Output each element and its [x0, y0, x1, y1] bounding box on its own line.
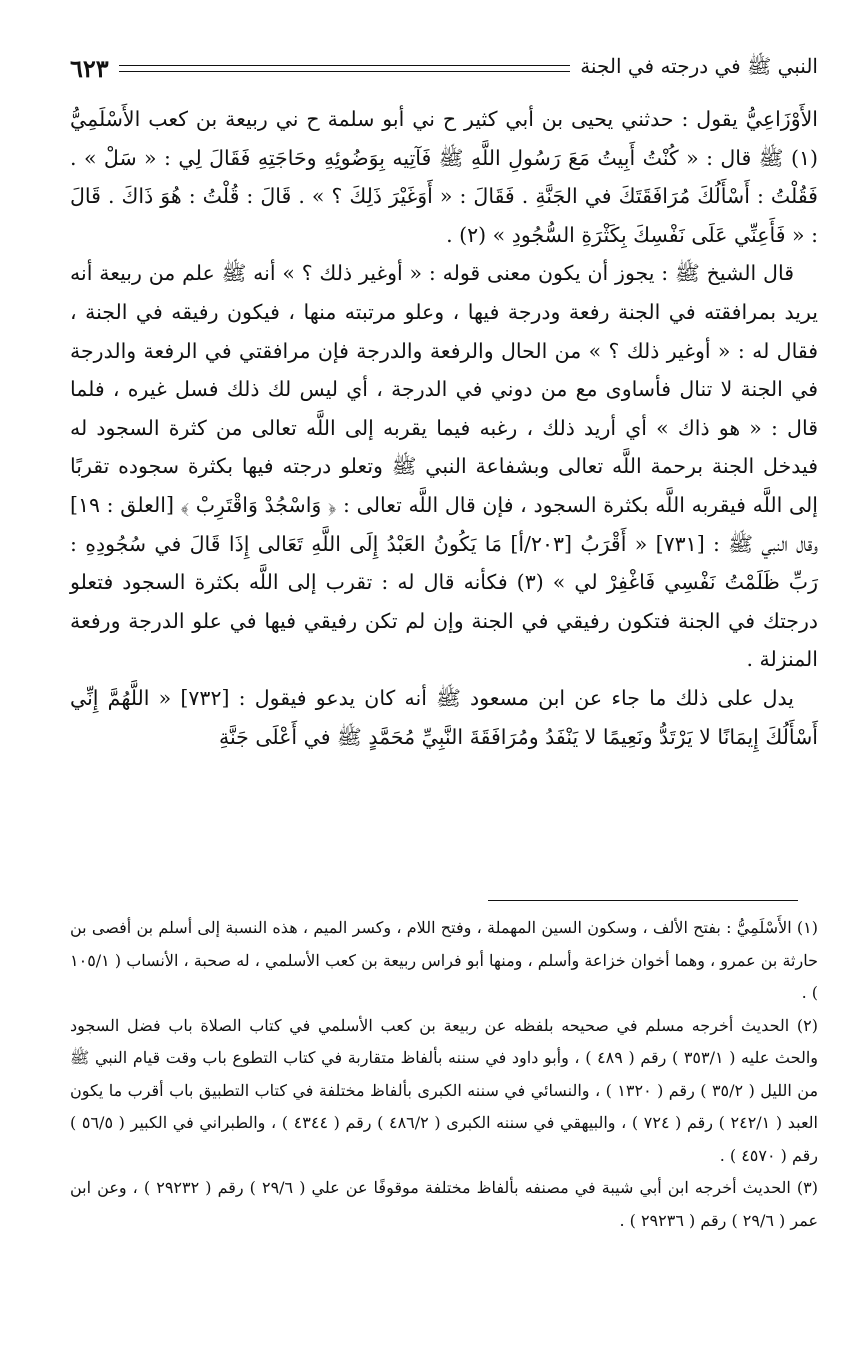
header-title: النبي ﷺ في درجته في الجنة: [580, 53, 818, 78]
footnote-3: (٣) الحديث أخرجه ابن أبي شيبة في مصنفه بألفاظ مختلفة موقوفًا عن علي ( ٢٩/٦ ) رقم ( ٢٩٢٣٢ ) ، وعن ابن عمر ( ٢٩/٦ ) رقم ( ٢٩٢٣٦ ) .: [70, 1178, 818, 1230]
paragraph-evidence: يدل على ذلك ما جاء عن ابن مسعود ﷺ أنه كان يدعو فيقول : [٧٣٢] « اللَّهُمَّ إِنِّي أَسْأَلُكَ إِيمَانًا لا يَرْتَدُّ ونَعِيمًا لا يَنْفَدُ ومُرَافَقَةَ النَّبِيِّ مُحَمَّدٍ ﷺ في أَعْلَى جَنَّةِ: [70, 685, 818, 749]
running-header: [70, 48, 818, 88]
footnote-2: (٢) الحديث أخرجه مسلم في صحيحه بلفظه عن ربيعة بن كعب الأسلمي في كتاب الصلاة باب فضل السجود والحث عليه ( ٣٥٣/١ ) رقم ( ٤٨٩ ) ، وأبو داود في سننه بألفاظ متقاربة في كتاب التطوع باب وقت قيام النبي ﷺ من الليل ( ٣٥/٢ ) رقم ( ١٣٢٠ ) ، والنسائي في سننه الكبرى بألفاظ مختلفة في كتاب التطبيق باب أقرب ما يكون العبد ( ٢٤٢/١ ) رقم ( ٧٢٤ ) ، والبيهقي في سننه الكبرى ( ٤٨٦/٢ ) رقم ( ٤٣٤٤ ) ، والطبراني في الكبير ( ٥٦/٥ ) رقم ( ٤٥٧٠ ) .: [70, 1015, 819, 1165]
header-rule: [119, 65, 571, 72]
footnote-1: (١) الأَسْلَمِيُّ : بفتح الألف ، وسكون السين المهملة ، وفتح اللام ، وكسر الميم ، هذه النسبة إلى أسلم بن أفصى بن حارثة بن عمرو ، وهما أخوان خزاعة وأسلم ، ومنها أبو فراس ربيعة بن كعب الأسلمي ، له صحبة ، الأنساب ( ١٠٥/١ ) .: [70, 918, 818, 1002]
main-text: [70, 100, 818, 756]
footnotes: [70, 912, 818, 1237]
paragraph-hadith: الأَوْزَاعِيُّ يقول : حدثني يحيى بن أبي كثير ح ني أبو سلمة ح ني ربيعة بن كعب الأَسْلَمِيُّ (١) ﷺ قال : « كُنْتُ أَبِيتُ مَعَ رَسُولِ اللَّهِ ﷺ فَآتِيه بِوَضُوئِهِ وحَاجَتِهِ فَقَالَ لِي : « سَلْ » . فَقُلْتُ : أَسْأَلُكَ مُرَافَقَتَكَ في الجَنَّةِ . فَقَالَ : « أَوَغَيْرَ ذَلِكَ ؟ » . قَالَ : قُلْتُ : هُوَ ذَاكَ . قَالَ : « فَأَعِنِّي عَلَى نَفْسِكَ بِكَثْرَةِ السُّجُودِ » (٢) .: [70, 107, 818, 247]
page-number: ٦٢٣: [70, 53, 109, 83]
paragraph-commentary: قال الشيخ ﷺ : يجوز أن يكون معنى قوله : « أوغير ذلك ؟ » أنه ﷺ علم من ربيعة أنه يريد بمرافقته في الجنة رفعة ودرجة فيها ، وعلو مرتبته منها ، فيكون رفيقه في الجنة ، فقال له : « أوغير ذلك ؟ » من الحال والرفعة والدرجة فإن مرافقتي في الرفعة والدرجة في الجنة لا تنال فأساوى مع من دوني في الدرجة ، أي ليس لك ذلك فسل غيره ، فلما قال : « هو ذاك » أي أريد ذلك ، رغبه فيما يقربه إلى اللَّه تعالى من كثرة السجود له فيدخل الجنة برحمة اللَّه تعالى وبشفاعة النبي ﷺ وتعلو درجته فيها بكثرة سجوده تقربًا إلى اللَّه فيقربه اللَّه بكثرة السجود ، فإن قال اللَّه تعالى : ﴿ وَاسْجُدْ وَاقْتَرِبْ ﴾ [العلق : ١٩] وقال النبي ﷺ : [٧٣١] « أَقْرَبُ [٢٠٣/أ] مَا يَكُونُ العَبْدُ إِلَى اللَّهِ تَعَالى إِذَا قَالَ في سُجُودِهِ : رَبِّ ظَلَمْتُ نَفْسِي فَاغْفِرْ لي » (٣) فكأنه قال له : تقرب إلى اللَّه بكثرة السجود فتعلو درجتك في الجنة فتكون رفيقي في الجنة وإن لم تكن رفيقي فيها في علو الدرجة ورفعة المنزلة .: [70, 261, 818, 672]
footnote-separator: [488, 900, 798, 901]
